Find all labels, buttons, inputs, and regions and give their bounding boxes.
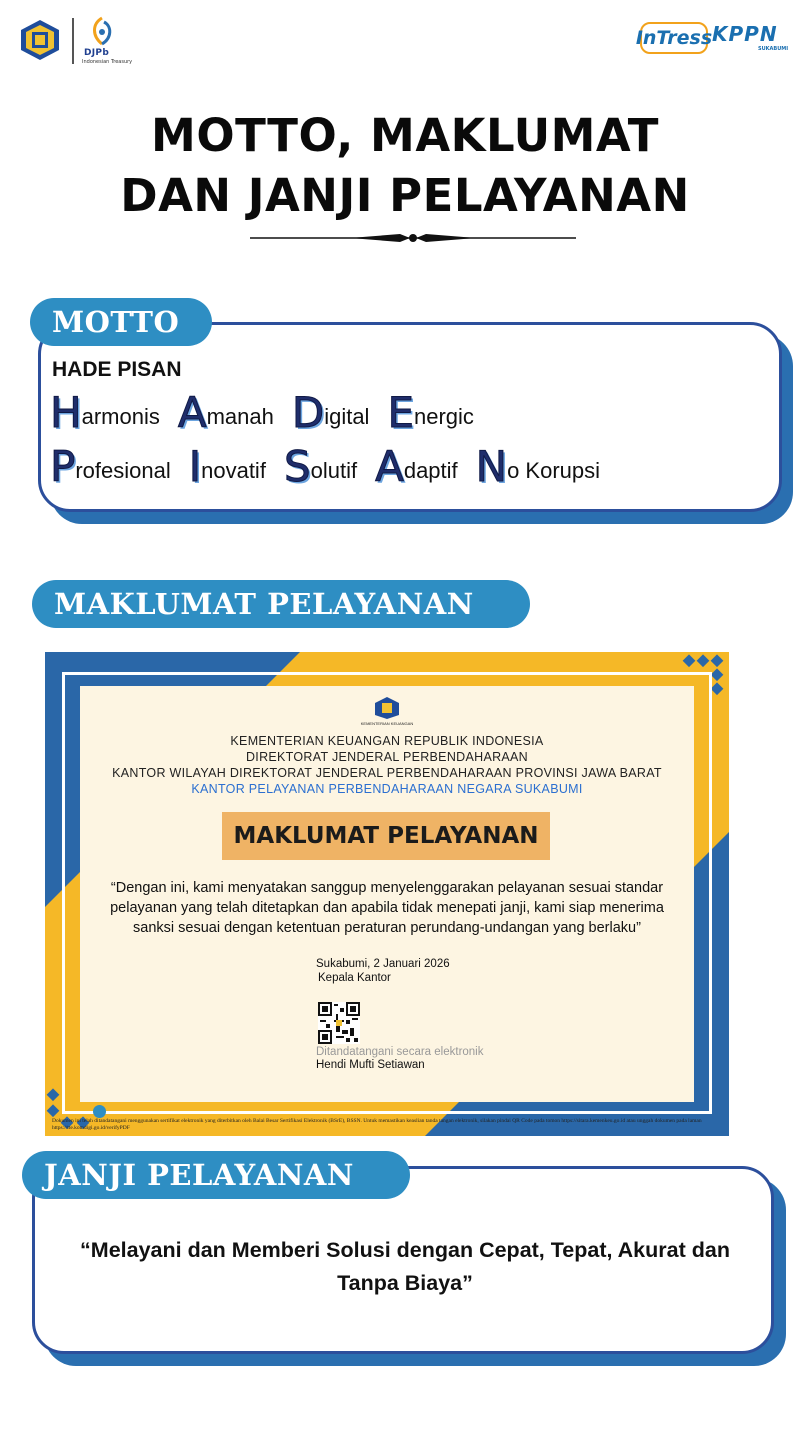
motto-word: P rofesional bbox=[50, 442, 171, 491]
certificate-org-line2: DIREKTORAT JENDERAL PERBENDAHARAAN bbox=[245, 750, 529, 764]
certificate-logo-caption: KEMENTERIAN KEUANGAN bbox=[360, 721, 414, 726]
motto-word: H armonis bbox=[50, 388, 160, 437]
motto-heading bbox=[30, 298, 212, 346]
certificate-emblem-icon bbox=[373, 696, 401, 720]
certificate-org-line4: KANTOR PELAYANAN PERBENDAHARAAN NEGARA SUKABUMI bbox=[191, 782, 583, 796]
motto-word: S olutif bbox=[283, 442, 358, 491]
certificate-org-line1: KEMENTERIAN KEUANGAN REPUBLIK INDONESIA bbox=[230, 734, 544, 748]
maklumat-heading bbox=[32, 580, 530, 628]
maklumat-heading-label: MAKLUMAT PELAYANAN bbox=[54, 587, 474, 621]
motto-row-1 bbox=[50, 388, 492, 437]
motto-word: I novatif bbox=[188, 442, 266, 491]
kppn-logo: KPPN bbox=[712, 22, 778, 46]
title-ornament-divider bbox=[250, 228, 576, 248]
page-title-line1: MOTTO, MAKLUMAT bbox=[151, 109, 659, 162]
qr-code-icon bbox=[318, 1002, 360, 1044]
janji-statement: “Melayani dan Memberi Solusi dengan Cepat, Tepat, Akurat dan Tanpa Biaya” bbox=[80, 1238, 730, 1295]
page-title-line2: DAN JANJI PELAYANAN bbox=[120, 169, 690, 222]
motto-word: D igital bbox=[291, 388, 370, 437]
header-divider bbox=[72, 18, 74, 64]
intress-logo: InTress bbox=[640, 22, 708, 54]
motto-word: A daptif bbox=[375, 442, 458, 491]
certificate-quote: “Dengan ini, kami menyatakan sanggup menyelenggarakan pelayanan sesuai standar pelayanan yang telah ditetapkan dan apabila tidak menepati janji, kami siap menerima sanksi sesuai dengan ketentuan peraturan perundang-undangan yang berlaku” bbox=[110, 880, 664, 936]
motto-heading-label: MOTTO bbox=[52, 305, 180, 339]
kemenkeu-emblem-icon bbox=[18, 18, 62, 62]
certificate-e-sign-label: Ditandatangani secara elektronik bbox=[316, 1046, 484, 1058]
kppn-sub-label: SUKABUMI bbox=[758, 46, 789, 52]
motto-row-2 bbox=[50, 442, 618, 491]
certificate-position: Kepala Kantor bbox=[318, 972, 391, 984]
janji-heading-label: JANJI PELAYANAN bbox=[44, 1158, 354, 1192]
djpb-logo-icon bbox=[82, 16, 122, 48]
certificate-footnote: Dokumen ini telah ditandatangani menggunakan sertifikat elektronik yang diterbitkan oleh Balai Besar Sertifikasi Elektronik (BSrE), BSSN. Untuk memastikan keaslian tanda tangan elektronik, silakan pindai QR Code pada tomon https://sitara.kemenkeu.go.id atau unggah dokumen pada laman https://tte.komdigi.go.id/verifyPDF bbox=[52, 1118, 702, 1131]
bsre-badge-icon bbox=[93, 1105, 106, 1118]
djpb-label: DJPb bbox=[84, 48, 110, 58]
motto-word: N o Korupsi bbox=[475, 442, 601, 491]
certificate-place-date: Sukabumi, 2 Januari 2026 bbox=[316, 958, 450, 970]
certificate-signer: Hendi Mufti Setiawan bbox=[316, 1059, 425, 1071]
certificate-banner: MAKLUMAT PELAYANAN bbox=[222, 812, 550, 860]
djpb-sub-label: Indonesian Treasury bbox=[82, 59, 133, 65]
motto-word: A manah bbox=[177, 388, 274, 437]
certificate-org-line3: KANTOR WILAYAH DIREKTORAT JENDERAL PERBENDAHARAAN PROVINSI JAWA BARAT bbox=[112, 766, 662, 780]
motto-word: E nergic bbox=[387, 388, 474, 437]
motto-name: HADE PISAN bbox=[52, 358, 182, 381]
janji-heading bbox=[22, 1151, 410, 1199]
